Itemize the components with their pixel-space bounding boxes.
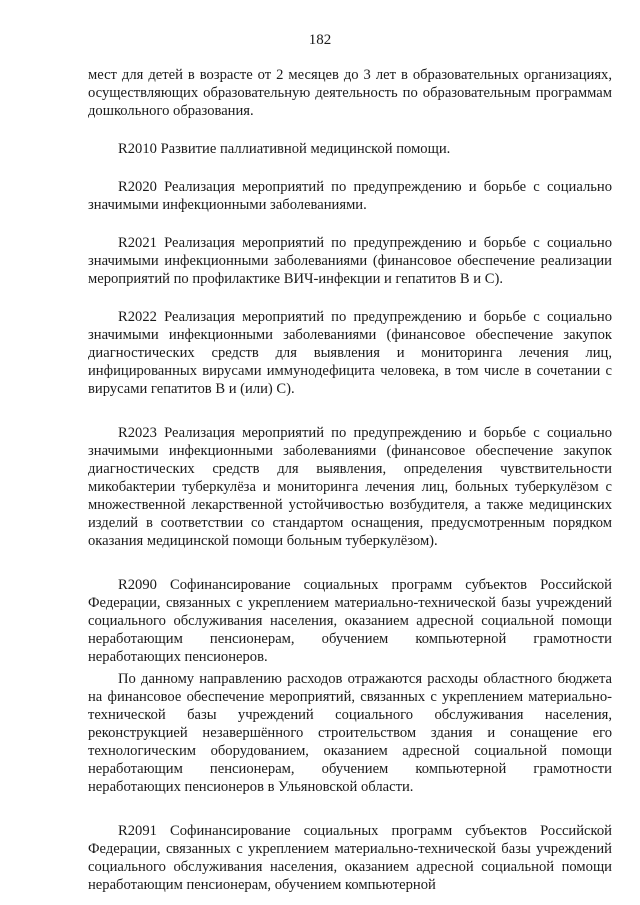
- document-body: [88, 66, 612, 894]
- paragraph-r2091: R2091 Софинансирование социальных программ субъектов Российской Федерации, связанных с укреплением материально-технической базы учреждений социального обслуживания населения, оказанием адресной социальной помощи неработающим пенсионерам, обучением компьютерной: [88, 823, 612, 893]
- paragraph-r2023: R2023 Реализация мероприятий по предупреждению и борьбе с социально значимыми инфекционными заболеваниями (финансовое обеспечение закупок диагностических средств для выявления, определения чувствительности микобактерии туберкулёза и мониторинга лечения лиц, больных туберкулёзом с множественной лекарственной устойчивостью возбудителя, а также медицинских изделий в соответствии со стандартом оснащения, предусмотренным порядком оказания медицинской помощи больным туберкулёзом).: [88, 425, 612, 549]
- paragraph-r2022: R2022 Реализация мероприятий по предупреждению и борьбе с социально значимыми инфекционными заболеваниями (финансовое обеспечение закупок диагностических средств для выявления и мониторинга лечения лиц, инфицированных вирусами иммунодефицита человека, в том числе в сочетании с вирусами гепатитов В и (или) С).: [88, 309, 612, 397]
- paragraph-r2090-details: По данному направлению расходов отражаются расходы областного бюджета на финансовое обеспечение мероприятий, связанных с укреплением материально-технической базы учреждений социального обслуживания населения, реконструкцией незавершённого строительством здания и сонащение его технологическим оборудованием, оказанием адресной социальной помощи неработающим пенсионерам, обучением компьютерной грамотности неработающих пенсионеров в Ульяновской области.: [88, 671, 612, 795]
- page-number: 182: [308, 32, 332, 48]
- paragraph-r2021: R2021 Реализация мероприятий по предупреждению и борьбе с социально значимыми инфекционными заболеваниями (финансовое обеспечение реализации мероприятий по профилактике ВИЧ-инфекции и гепатитов В и С).: [88, 235, 612, 287]
- paragraph-r2090: R2090 Софинансирование социальных программ субъектов Российской Федерации, связанных с укреплением материально-технической базы учреждений социального обслуживания населения, оказанием адресной социальной помощи неработающим пенсионерам, обучением компьютерной грамотности неработающих пенсионеров.: [88, 577, 612, 665]
- paragraph-r2010: R2010 Развитие паллиативной медицинской помощи.: [118, 141, 451, 157]
- paragraph-continuation: мест для детей в возрасте от 2 месяцев до 3 лет в образовательных организациях, осуществляющих образовательную деятельность по образовательным программам дошкольного образования.: [88, 67, 612, 119]
- paragraph-r2020: R2020 Реализация мероприятий по предупреждению и борьбе с социально значимыми инфекционными заболеваниями.: [88, 179, 612, 213]
